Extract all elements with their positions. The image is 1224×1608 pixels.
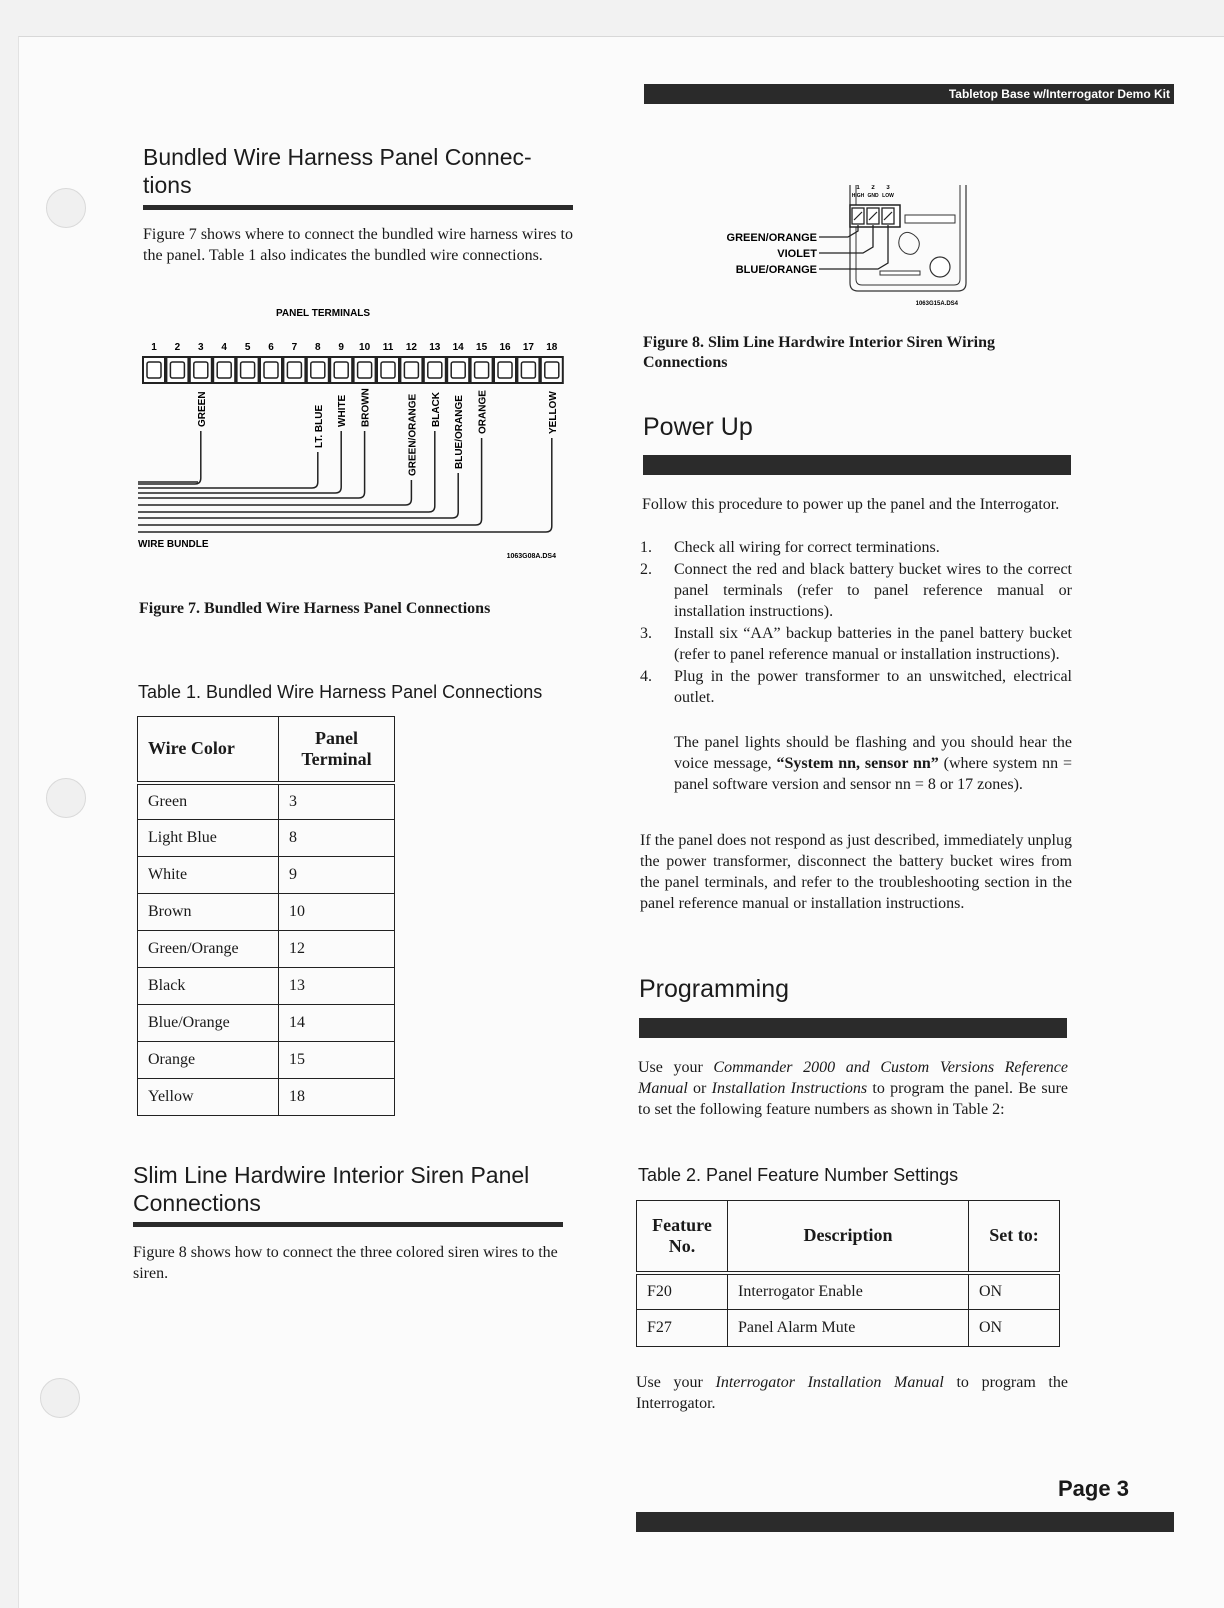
section-title-siren: Slim Line Hardwire Interior Siren Panel Connections <box>133 1162 530 1216</box>
table1-row <box>138 894 395 931</box>
siren-terminal-number: 3 <box>886 185 890 191</box>
table1-row <box>138 783 395 820</box>
table1-row <box>138 968 395 1005</box>
terminal-screw <box>428 362 442 378</box>
table1-row <box>138 1042 395 1079</box>
wire-line <box>138 431 435 512</box>
table2-row <box>637 1310 1060 1347</box>
running-header: Tabletop Base w/Interrogator Demo Kit <box>644 84 1174 104</box>
table1-cell-wire-color: Light Blue <box>138 820 279 857</box>
figure7-caption: Figure 7. Bundled Wire Harness Panel Connections <box>139 600 491 617</box>
terminal-screw <box>241 362 255 378</box>
terminal-number: 18 <box>546 342 558 353</box>
power-up-step <box>640 623 1072 665</box>
step-number: 3. <box>640 625 652 642</box>
terminal-screw <box>521 362 535 378</box>
programming-body: Use your Commander 2000 and Custom Versions Reference Manual or Installation Instructions to program the panel. Be sure to set the following feature numbers as shown in Table 2: <box>638 1059 1069 1118</box>
step-number: 4. <box>640 668 652 685</box>
section-bar <box>639 1018 1067 1038</box>
section-title-programming: Programming <box>639 975 790 1003</box>
terminal-number: 5 <box>244 342 251 353</box>
table1-cell-terminal: 10 <box>279 894 395 931</box>
terminal-screw <box>358 362 372 378</box>
terminal-number: 1 <box>151 342 157 353</box>
siren-speaker <box>930 257 950 277</box>
siren-wire-label: GREEN/ORANGE <box>726 232 817 244</box>
siren-terminal-number: 2 <box>871 185 875 191</box>
terminal-screw <box>147 362 161 378</box>
table1-cell-wire-color: Blue/Orange <box>138 1005 279 1042</box>
table1-cell-terminal: 13 <box>279 968 395 1005</box>
wire-label: BROWN <box>360 388 372 427</box>
table2 <box>636 1200 1060 1347</box>
table1-row <box>138 857 395 894</box>
section-rule <box>143 205 573 210</box>
panel-terminals-label: PANEL TERMINALS <box>276 308 371 319</box>
siren-component <box>905 215 955 223</box>
siren-wire <box>819 225 873 253</box>
terminal-number: 12 <box>405 342 417 353</box>
wire-label: LT. BLUE <box>313 404 325 448</box>
section-rule <box>133 1222 563 1227</box>
section-bar <box>643 455 1071 475</box>
terminal-number: 15 <box>476 342 488 353</box>
terminal-screw <box>334 362 348 378</box>
step-number: 2. <box>640 561 652 578</box>
table1-cell-wire-color: White <box>138 857 279 894</box>
terminal-number: 11 <box>382 342 394 353</box>
binder-hole <box>46 778 86 818</box>
step-text: Install six “AA” backup batteries in the panel battery bucket (refer to panel reference manual or installation instructions). <box>674 625 1072 663</box>
terminal-number: 16 <box>499 342 511 353</box>
terminal-screw <box>545 362 559 378</box>
siren-wire-label: BLUE/ORANGE <box>735 264 817 276</box>
terminal-screw <box>475 362 489 378</box>
wire-label: GREEN/ORANGE <box>407 393 419 476</box>
table1-cell-wire-color: Green/Orange <box>138 931 279 968</box>
terminal-number: 2 <box>174 342 181 353</box>
siren-terminal-label: GND <box>867 193 879 199</box>
section1-body: Figure 7 shows where to connect the bundled wire harness wires to the panel. Table 1 also indicates the bundled wire connections. <box>143 226 573 264</box>
table1-caption: Table 1. Bundled Wire Harness Panel Connections <box>138 682 543 702</box>
drawing-id: 1063G15A.DS4 <box>915 301 958 307</box>
power-up-step <box>640 559 1072 622</box>
table1-cell-terminal: 14 <box>279 1005 395 1042</box>
wire-label: WHITE <box>337 394 349 427</box>
wire-line <box>138 431 201 484</box>
table1-row <box>138 931 395 968</box>
table1 <box>137 716 395 1116</box>
siren-terminal-label: HIGH <box>851 193 865 199</box>
terminal-screw <box>498 362 512 378</box>
table2-cell-setto: ON <box>969 1310 1060 1347</box>
section2-body: Figure 8 shows how to connect the three colored siren wires to the siren. <box>133 1244 558 1282</box>
table1-row <box>138 1079 395 1116</box>
terminal-screw <box>217 362 231 378</box>
power-up-step <box>640 537 1072 558</box>
table1-cell-wire-color: Yellow <box>138 1079 279 1116</box>
table2-cell-feature: F20 <box>637 1273 728 1310</box>
terminal-screw <box>451 362 465 378</box>
binder-hole <box>46 188 86 228</box>
figure8-caption: Figure 8. Slim Line Hardwire Interior Siren Wiring Connections <box>643 334 996 371</box>
figure7-wiring-diagram <box>138 300 578 580</box>
footer-bar <box>636 1512 1174 1532</box>
terminal-screw <box>404 362 418 378</box>
table1-cell-terminal: 15 <box>279 1042 395 1079</box>
wire-label: BLACK <box>430 392 442 427</box>
terminal-screw <box>311 362 325 378</box>
table1-header-panel-terminal: Panel Terminal <box>279 717 395 783</box>
wire-label: GREEN <box>196 391 208 427</box>
table2-header-description: Description <box>728 1201 969 1273</box>
power-up-step <box>640 666 1072 708</box>
section-title-power-up: Power Up <box>643 413 753 441</box>
table1-cell-terminal: 9 <box>279 857 395 894</box>
table2-header-setto: Set to: <box>969 1201 1060 1273</box>
terminal-screw <box>381 362 395 378</box>
wire-label: BLUE/ORANGE <box>454 395 466 469</box>
terminal-number: 13 <box>429 342 441 353</box>
siren-terminal-number: 1 <box>856 185 860 191</box>
table1-cell-terminal: 12 <box>279 931 395 968</box>
table2-caption: Table 2. Panel Feature Number Settings <box>638 1165 959 1185</box>
table2-row <box>637 1273 1060 1310</box>
step-number: 1. <box>640 539 652 556</box>
terminal-number: 4 <box>221 342 227 353</box>
table1-cell-terminal: 18 <box>279 1079 395 1116</box>
terminal-screw <box>264 362 278 378</box>
table1-row <box>138 1005 395 1042</box>
table2-cell-description: Panel Alarm Mute <box>728 1310 969 1347</box>
terminal-number: 10 <box>359 342 371 353</box>
terminal-screw <box>194 362 208 378</box>
figure8-siren-diagram <box>700 185 1000 315</box>
table2-header-feature: Feature No. <box>637 1201 728 1273</box>
step-text: Plug in the power transformer to an unswitched, electrical outlet. <box>674 668 1072 706</box>
table1-row <box>138 820 395 857</box>
power-up-intro: Follow this procedure to power up the panel and the Interrogator. <box>642 496 1060 513</box>
wire-label: YELLOW <box>547 391 559 434</box>
table1-cell-wire-color: Orange <box>138 1042 279 1079</box>
programming-closing: Use your Interrogator Installation Manual to program the Interrogator. <box>636 1374 1068 1412</box>
step-text: Connect the red and black battery bucket wires to the correct panel terminals (refer to panel reference manual or installation instructions). <box>674 561 1072 620</box>
power-up-after: If the panel does not respond as just described, immediately unplug the power transformer, disconnect the battery bucket wires from the panel terminals, and refer to the troubleshooting section in the panel reference manual or installation instructions. <box>640 832 1072 912</box>
terminal-screw <box>170 362 184 378</box>
terminal-number: 7 <box>291 342 298 353</box>
siren-wire-label: VIOLET <box>777 248 817 260</box>
table1-cell-wire-color: Brown <box>138 894 279 931</box>
wire-bundle-label: WIRE BUNDLE <box>138 539 209 550</box>
table2-cell-feature: F27 <box>637 1310 728 1347</box>
page-number: Page 3 <box>1058 1476 1129 1501</box>
drawing-id: 1063G08A.DS4 <box>506 553 556 560</box>
terminal-number: 6 <box>268 342 274 353</box>
siren-terminal-label: LOW <box>882 193 894 199</box>
table1-cell-terminal: 3 <box>279 783 395 820</box>
table1-cell-wire-color: Black <box>138 968 279 1005</box>
terminal-screw <box>287 362 301 378</box>
wire-label: ORANGE <box>477 390 489 434</box>
binder-hole <box>40 1378 80 1418</box>
terminal-number: 14 <box>452 342 464 353</box>
step-text: Check all wiring for correct terminations. <box>674 539 940 556</box>
table1-cell-terminal: 8 <box>279 820 395 857</box>
terminal-number: 9 <box>338 342 344 353</box>
siren-wire <box>819 225 888 269</box>
terminal-number: 3 <box>198 342 204 353</box>
table2-cell-setto: ON <box>969 1273 1060 1310</box>
terminal-number: 17 <box>522 342 534 353</box>
siren-component <box>899 232 920 254</box>
siren-component <box>880 271 920 275</box>
table2-cell-description: Interrogator Enable <box>728 1273 969 1310</box>
step4-note: The panel lights should be flashing and you should hear the voice message, “System nn, sensor nn” (where system nn = panel software version and sensor nn = 8 or 17 zones). <box>674 734 1072 793</box>
section-title-bundled-harness: Bundled Wire Harness Panel Connec- tions <box>143 144 532 198</box>
terminal-number: 8 <box>315 342 321 353</box>
table1-cell-wire-color: Green <box>138 783 279 820</box>
power-up-steps <box>640 537 1072 709</box>
table1-header-wire-color: Wire Color <box>138 717 279 783</box>
